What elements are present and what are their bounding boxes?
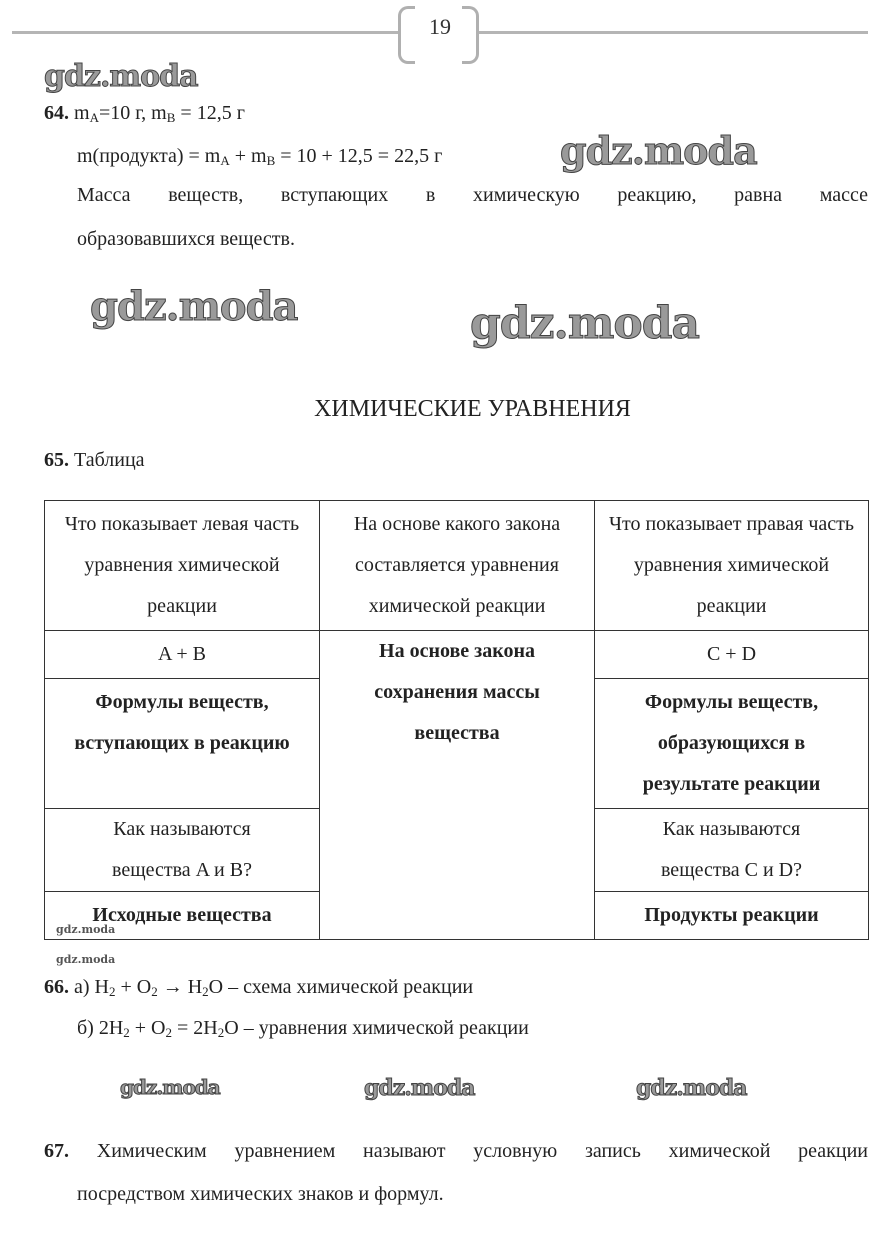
text: → H xyxy=(157,976,203,998)
subscript: A xyxy=(220,153,230,168)
text: m(продукта) = m xyxy=(77,145,221,167)
table-cell: Как называются вещества C и D? xyxy=(595,809,869,892)
problem-number: 64. xyxy=(44,102,69,124)
header-rule-left xyxy=(12,31,398,34)
table-cell: Продукты реакции xyxy=(595,892,869,940)
page-number-bracket-right xyxy=(462,6,479,64)
text: + O xyxy=(115,976,152,998)
problem-64-line-3: Масса веществ, вступающих в химическую реакцию, равна массе xyxy=(77,184,868,206)
problem-64-line-4: образовавшихся веществ. xyxy=(77,228,295,250)
text: m xyxy=(74,102,90,124)
table-label: Таблица xyxy=(74,449,145,471)
watermark: gdz.moda xyxy=(56,923,116,936)
table-cell: A + B xyxy=(45,631,320,679)
text: O – схема химической реакции xyxy=(208,976,474,998)
table-cell-law: На основе закона сохранения массы вещества xyxy=(320,631,595,940)
subscript: 2 xyxy=(108,984,116,999)
page-number: 19 xyxy=(429,14,451,39)
watermark: gdz.moda xyxy=(560,128,757,173)
problem-number: 67. xyxy=(44,1140,69,1162)
section-title: ХИМИЧЕСКИЕ УРАВНЕНИЯ xyxy=(314,396,631,422)
text: Химическим уравнением называют условную запись химической реакции xyxy=(96,1140,869,1162)
header-rule-right xyxy=(478,31,868,34)
watermark: gdz.moda xyxy=(44,59,198,94)
text: = 12,5 г xyxy=(175,102,245,124)
watermark: gdz.moda xyxy=(56,953,116,966)
text: а) H xyxy=(74,976,109,998)
problem-67-line-1 xyxy=(44,1140,868,1163)
subscript: 2 xyxy=(217,1025,225,1040)
watermark: gdz.moda xyxy=(120,1075,220,1099)
text: = 2H xyxy=(172,1017,218,1039)
table-cell: C + D xyxy=(595,631,869,679)
table-header-row xyxy=(45,501,869,631)
header-cell: Что показывает правая часть уравнения химической реакции xyxy=(595,501,869,631)
text: б) 2H xyxy=(77,1017,124,1039)
problem-64-line-1 xyxy=(44,102,245,126)
subscript: A xyxy=(89,110,99,125)
table-cell: Формулы веществ, образующихся в результате реакции xyxy=(595,679,869,809)
header-cell: Что показывает левая часть уравнения химической реакции xyxy=(45,501,320,631)
problem-67-line-2: посредством химических знаков и формул. xyxy=(77,1183,444,1205)
watermark: gdz.moda xyxy=(470,298,700,349)
watermark: gdz.moda xyxy=(364,1075,475,1101)
problem-66-b xyxy=(77,1017,529,1041)
problem-number: 66. xyxy=(44,976,69,998)
problem-66-a xyxy=(44,976,473,1000)
subscript: 2 xyxy=(202,984,209,999)
problem-64-line-2 xyxy=(77,145,442,169)
text: O – уравнения химической реакции xyxy=(224,1017,529,1039)
equation-table xyxy=(44,500,869,940)
text: = 10 + 12,5 = 22,5 г xyxy=(275,145,443,167)
text: =10 г, m xyxy=(98,102,167,124)
table-cell: Формулы веществ, вступающих в реакцию xyxy=(45,679,320,809)
page-number-bracket-left xyxy=(398,6,415,64)
text: + O xyxy=(129,1017,166,1039)
text: + m xyxy=(229,145,267,167)
table-row xyxy=(45,631,869,679)
watermark: gdz.moda xyxy=(90,283,298,330)
subscript: B xyxy=(266,153,276,168)
problem-number: 65. xyxy=(44,449,69,471)
problem-65-heading xyxy=(44,449,145,472)
subscript: 2 xyxy=(151,984,158,999)
subscript: 2 xyxy=(165,1025,173,1040)
header-cell: На основе какого закона составляется уравнения химической реакции xyxy=(320,501,595,631)
table-cell: Исходные вещества xyxy=(45,892,320,940)
table-cell: Как называются вещества A и B? xyxy=(45,809,320,892)
subscript: B xyxy=(166,110,176,125)
subscript: 2 xyxy=(123,1025,130,1040)
watermark: gdz.moda xyxy=(636,1075,747,1101)
